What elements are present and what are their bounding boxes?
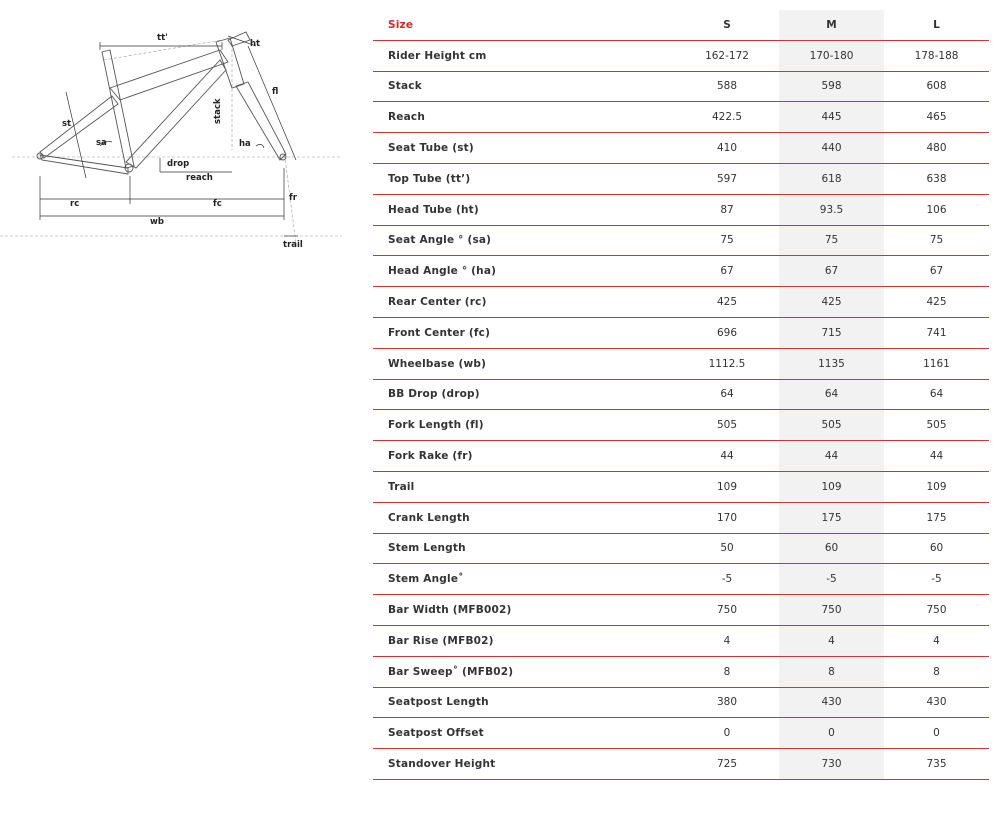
row-label: Rider Height cm [373,40,675,71]
table-row [373,102,989,133]
row-label: Stem Angle˚ [373,564,675,595]
label-fc: fc [213,199,222,209]
row-label: BB Drop (drop) [373,379,675,410]
value-size-m: 425 [779,287,884,318]
table-row [373,749,989,780]
row-label: Head Angle ° (ha) [373,256,675,287]
label-tt: tt' [157,33,168,43]
value-size-l: 608 [884,71,989,102]
value-size-m: 750 [779,595,884,626]
label-stack: stack [213,98,223,124]
value-size-l: 0 [884,718,989,749]
bike-frame [37,32,286,174]
frame-geometry-diagram [0,0,360,260]
value-size-m: 93.5 [779,194,884,225]
value-size-l: 75 [884,225,989,256]
label-ha: ha [239,139,251,149]
table-row [373,194,989,225]
value-size-m: 715 [779,317,884,348]
value-size-s: 170 [675,502,779,533]
row-label: Reach [373,102,675,133]
value-size-l: 109 [884,471,989,502]
label-rc: rc [70,199,80,209]
value-size-m: 445 [779,102,884,133]
row-label: Bar Rise (MFB02) [373,625,675,656]
table-row [373,471,989,502]
value-size-l: 178-188 [884,40,989,71]
value-size-s: 8 [675,656,779,687]
label-st: st [62,119,72,129]
table-row [373,71,989,102]
header-size-l: L [884,10,989,40]
row-label: Top Tube (tt’) [373,163,675,194]
value-size-l: 638 [884,163,989,194]
table-row [373,625,989,656]
value-size-s: 1112.5 [675,348,779,379]
table-row [373,533,989,564]
table-row [373,163,989,194]
row-label: Wheelbase (wb) [373,348,675,379]
table-row [373,40,989,71]
value-size-l: 44 [884,441,989,472]
value-size-s: 109 [675,471,779,502]
value-size-l: 4 [884,625,989,656]
value-size-m: 598 [779,71,884,102]
value-size-s: 422.5 [675,102,779,133]
table-row [373,564,989,595]
value-size-s: 750 [675,595,779,626]
value-size-s: 696 [675,317,779,348]
row-label: Trail [373,471,675,502]
value-size-l: -5 [884,564,989,595]
label-ht: ht [250,39,261,49]
value-size-l: 750 [884,595,989,626]
value-size-s: 50 [675,533,779,564]
value-size-m: 8 [779,656,884,687]
value-size-s: 0 [675,718,779,749]
value-size-s: 87 [675,194,779,225]
value-size-s: 162-172 [675,40,779,71]
value-size-l: 106 [884,194,989,225]
value-size-m: 730 [779,749,884,780]
value-size-s: 410 [675,133,779,164]
label-sa: sa [96,138,107,148]
label-fl: fl [272,87,279,97]
value-size-l: 64 [884,379,989,410]
row-label: Seatpost Offset [373,718,675,749]
value-size-m: 109 [779,471,884,502]
value-size-m: -5 [779,564,884,595]
label-wb: wb [150,217,164,227]
value-size-s: 380 [675,687,779,718]
value-size-s: 425 [675,287,779,318]
value-size-s: -5 [675,564,779,595]
row-label: Front Center (fc) [373,317,675,348]
table-row [373,287,989,318]
table-row [373,133,989,164]
reference-lines [0,40,342,244]
table-row [373,225,989,256]
value-size-l: 175 [884,502,989,533]
value-size-s: 75 [675,225,779,256]
row-label: Head Tube (ht) [373,194,675,225]
value-size-s: 64 [675,379,779,410]
value-size-m: 75 [779,225,884,256]
geometry-table-body [373,40,989,779]
table-row [373,410,989,441]
value-size-l: 465 [884,102,989,133]
value-size-m: 618 [779,163,884,194]
value-size-s: 505 [675,410,779,441]
value-size-m: 67 [779,256,884,287]
row-label: Stack [373,71,675,102]
value-size-m: 505 [779,410,884,441]
value-size-s: 67 [675,256,779,287]
table-row [373,256,989,287]
table-row [373,687,989,718]
row-label: Fork Length (fl) [373,410,675,441]
header-size-s: S [675,10,779,40]
value-size-l: 60 [884,533,989,564]
value-size-l: 8 [884,656,989,687]
value-size-m: 0 [779,718,884,749]
table-row [373,595,989,626]
value-size-m: 64 [779,379,884,410]
row-label: Fork Rake (fr) [373,441,675,472]
value-size-s: 597 [675,163,779,194]
row-label: Rear Center (rc) [373,287,675,318]
row-label: Seat Angle ° (sa) [373,225,675,256]
value-size-l: 430 [884,687,989,718]
table-row [373,718,989,749]
row-label: Bar Width (MFB002) [373,595,675,626]
table-row [373,441,989,472]
table-row [373,502,989,533]
value-size-m: 1135 [779,348,884,379]
value-size-s: 725 [675,749,779,780]
row-label: Crank Length [373,502,675,533]
value-size-l: 480 [884,133,989,164]
value-size-s: 44 [675,441,779,472]
value-size-s: 588 [675,71,779,102]
row-label: Stem Length [373,533,675,564]
header-size-m: M [779,10,884,40]
value-size-m: 170-180 [779,40,884,71]
value-size-l: 67 [884,256,989,287]
label-reach: reach [186,173,213,183]
value-size-l: 735 [884,749,989,780]
label-fr: fr [289,193,297,203]
geometry-table [373,10,989,780]
value-size-m: 60 [779,533,884,564]
value-size-l: 1161 [884,348,989,379]
value-size-m: 44 [779,441,884,472]
row-label: Seat Tube (st) [373,133,675,164]
table-row [373,348,989,379]
value-size-l: 741 [884,317,989,348]
table-header-row [373,10,989,40]
label-trail: trail [283,240,303,250]
row-label: Seatpost Length [373,687,675,718]
value-size-m: 430 [779,687,884,718]
table-row [373,379,989,410]
value-size-m: 175 [779,502,884,533]
label-drop: drop [167,159,190,169]
value-size-m: 4 [779,625,884,656]
value-size-m: 440 [779,133,884,164]
value-size-l: 505 [884,410,989,441]
row-label: Standover Height [373,749,675,780]
header-size: Size [373,10,675,40]
table-row [373,317,989,348]
row-label: Bar Sweep˚ (MFB02) [373,656,675,687]
table-row [373,656,989,687]
value-size-s: 4 [675,625,779,656]
value-size-l: 425 [884,287,989,318]
